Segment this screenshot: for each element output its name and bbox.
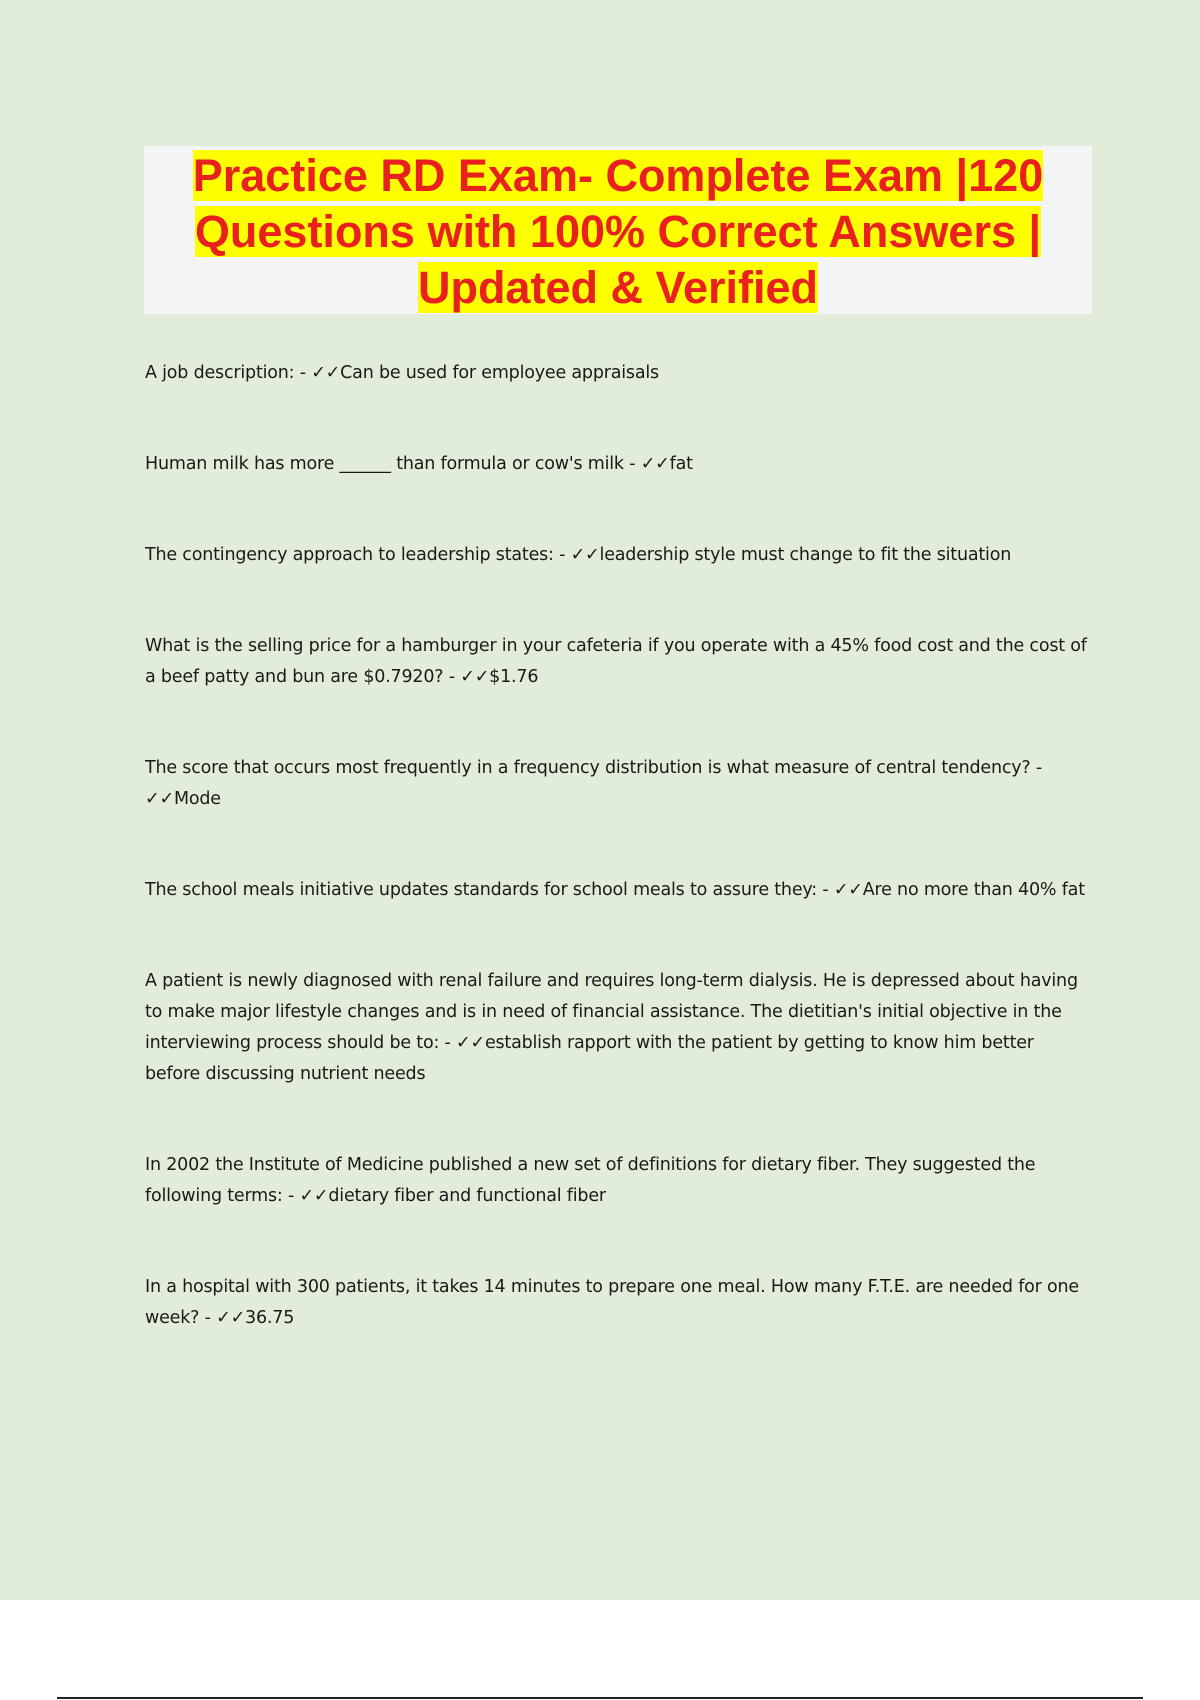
qa-item [145, 753, 1090, 815]
title-line: Practice RD Exam- Complete Exam |120 [192, 150, 1044, 201]
title-line: Questions with 100% Correct Answers | [194, 206, 1042, 257]
answer-text: Mode [173, 789, 221, 809]
footer-divider [57, 1697, 1143, 1699]
check-mark-icon: ✓✓ [640, 454, 670, 474]
title-banner [144, 146, 1092, 314]
check-mark-icon: ✓✓ [460, 667, 490, 687]
answer-text: dietary fiber and functional fiber [328, 1186, 606, 1206]
qa-item [145, 1150, 1090, 1212]
check-mark-icon: ✓✓ [570, 545, 600, 565]
question-text: What is the selling price for a hamburger in your cafeteria if you operate with a 45% food cost and the cost of a beef patty and bun are $0.7920? - [145, 636, 1087, 687]
qa-item [145, 631, 1090, 693]
check-mark-icon: ✓✓ [299, 1186, 329, 1206]
qa-item [145, 875, 1090, 906]
check-mark-icon: ✓✓ [145, 789, 174, 809]
qa-item [145, 1272, 1090, 1334]
answer-text: 36.75 [245, 1308, 295, 1328]
question-text: The score that occurs most frequently in a frequency distribution is what measure of central tendency? - [145, 758, 1043, 778]
answer-text: $1.76 [489, 667, 539, 687]
question-answer-list [145, 358, 1090, 1334]
question-text: The school meals initiative updates standards for school meals to assure they: - [145, 880, 834, 900]
qa-item [145, 540, 1090, 571]
check-mark-icon: ✓✓ [456, 1033, 485, 1053]
question-text: A patient is newly diagnosed with renal failure and requires long-term dialysis. He is depressed about having to make major lifestyle changes and is in need of financial assistance. The dietitian's initial objective in the interviewing process should be to: - [145, 971, 1078, 1053]
answer-text: leadership style must change to fit the situation [599, 545, 1012, 565]
qa-item [145, 449, 1090, 480]
check-mark-icon: ✓✓ [216, 1308, 246, 1328]
answer-text: Are no more than 40% fat [862, 880, 1085, 900]
question-text: In a hospital with 300 patients, it takes 14 minutes to prepare one meal. How many F.T.E. are needed for one week? - [145, 1277, 1079, 1328]
answer-text: fat [669, 454, 693, 474]
answer-text: Can be used for employee appraisals [340, 363, 659, 383]
document-title [144, 148, 1092, 316]
question-text: In 2002 the Institute of Medicine published a new set of definitions for dietary fiber. They suggested the following terms: - [145, 1155, 1036, 1206]
check-mark-icon: ✓✓ [833, 880, 863, 900]
question-text: A job description: - [145, 363, 312, 383]
question-text: The contingency approach to leadership states: - [145, 545, 571, 565]
qa-item [145, 966, 1090, 1090]
question-text: Human milk has more ______ than formula or cow's milk - [145, 454, 641, 474]
answer-text: establish rapport with the patient by getting to know him better before discussing nutrient needs [145, 1033, 1034, 1084]
check-mark-icon: ✓✓ [311, 363, 341, 383]
title-line: Updated & Verified [417, 262, 819, 313]
qa-item [145, 358, 1090, 389]
